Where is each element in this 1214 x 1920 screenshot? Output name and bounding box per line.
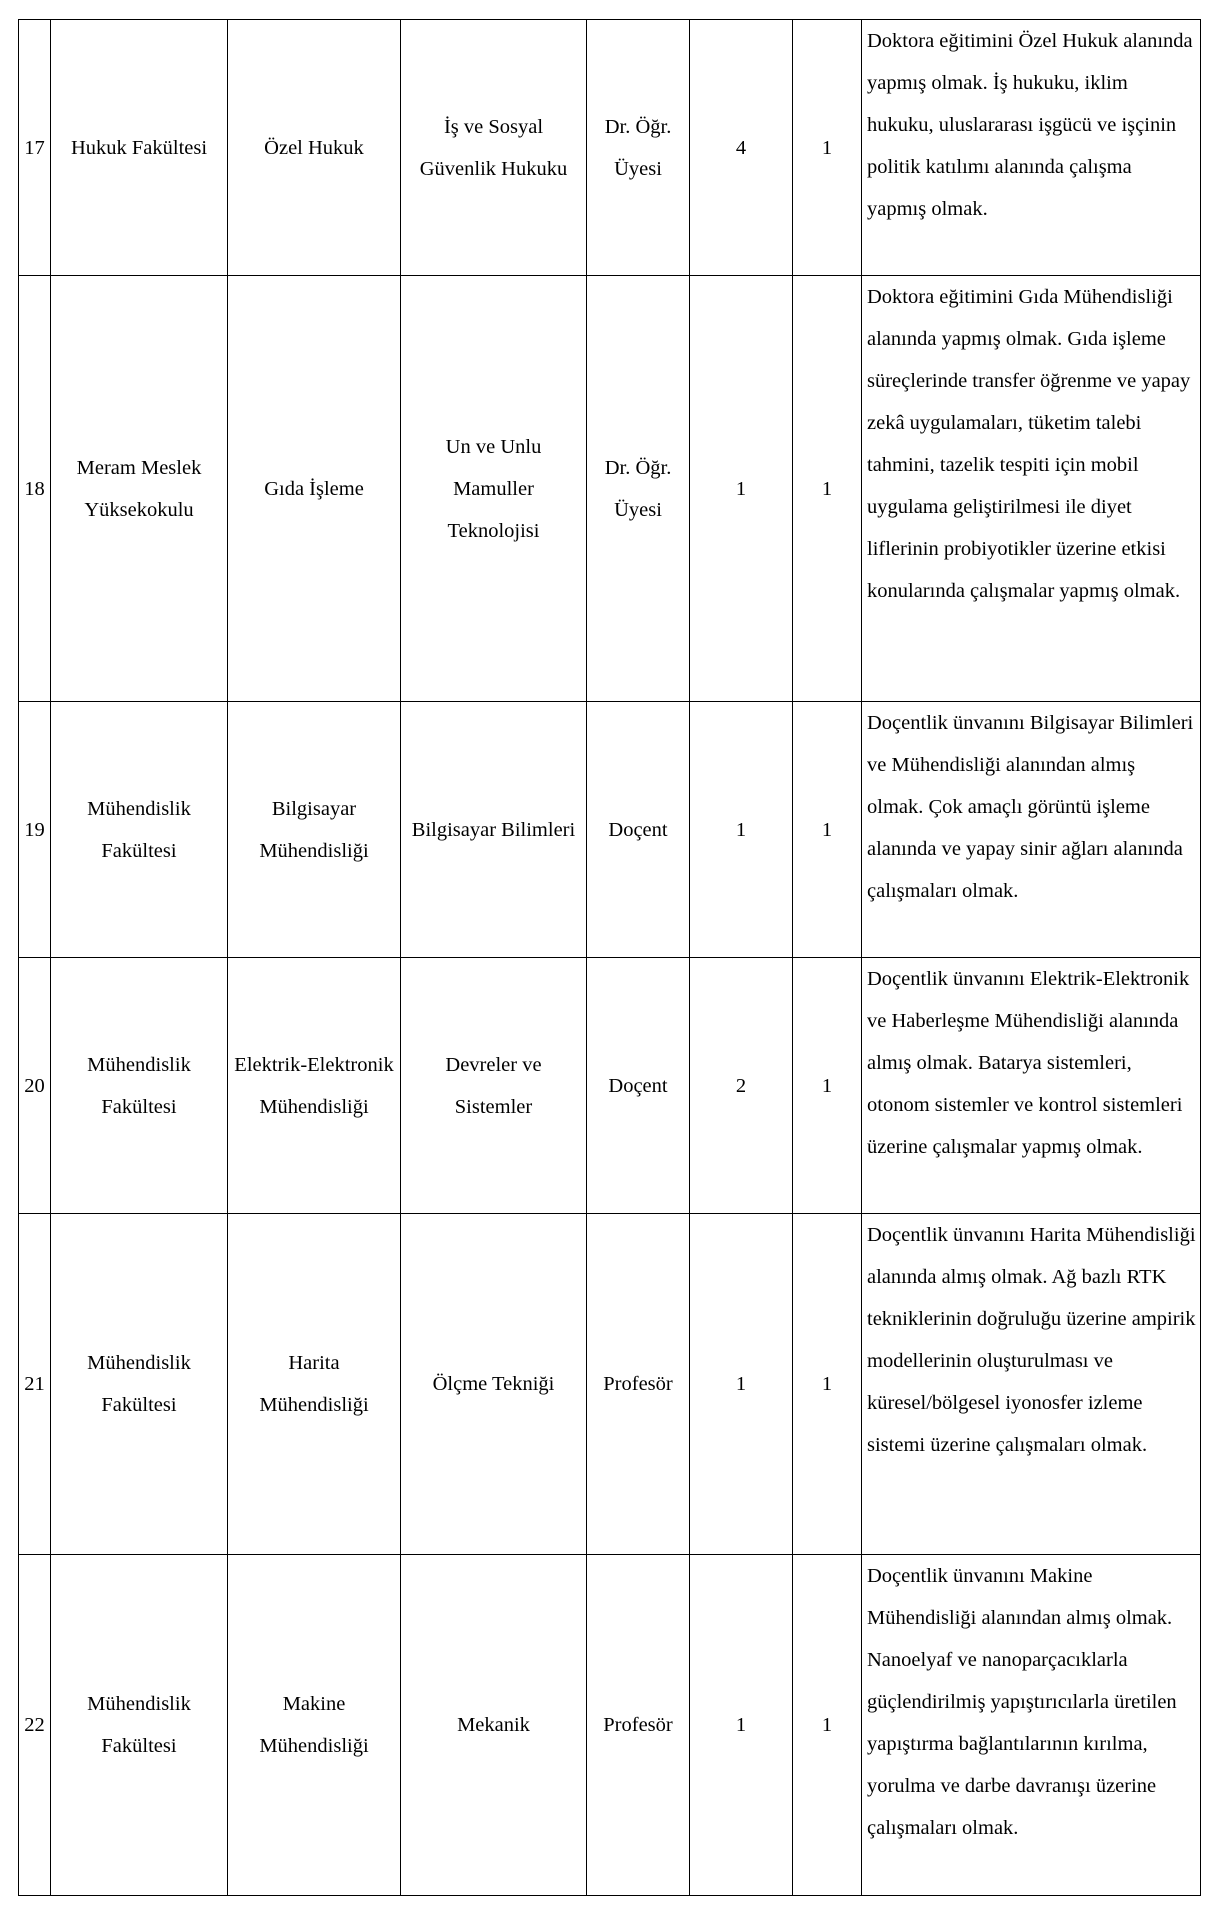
degree-cell: 1 bbox=[690, 702, 793, 958]
department-cell: Bilgisayar Mühendisliği bbox=[228, 702, 401, 958]
count-cell: 1 bbox=[793, 1214, 862, 1555]
department-cell: Makine Mühendisliği bbox=[228, 1555, 401, 1896]
table-row bbox=[19, 1214, 1201, 1555]
title-cell: Doçent bbox=[587, 702, 690, 958]
field-cell: Bilgisayar Bilimleri bbox=[401, 702, 587, 958]
faculty-cell: Mühendislik Fakültesi bbox=[51, 702, 228, 958]
field-cell: Devreler ve Sistemler bbox=[401, 958, 587, 1214]
title-cell: Dr. Öğr. Üyesi bbox=[587, 276, 690, 702]
description-cell: Doçentlik ünvanını Bilgisayar Bilimleri ve Mühendisliği alanından almış olmak. Çok amaçlı görüntü işleme alanında ve yapay sinir ağları alanında çalışmaları olmak. bbox=[862, 702, 1201, 958]
degree-cell: 4 bbox=[690, 20, 793, 276]
count-cell: 1 bbox=[793, 958, 862, 1214]
faculty-cell: Meram Meslek Yüksekokulu bbox=[51, 276, 228, 702]
title-cell: Profesör bbox=[587, 1214, 690, 1555]
department-cell: Elektrik-Elektronik Mühendisliği bbox=[228, 958, 401, 1214]
title-cell: Profesör bbox=[587, 1555, 690, 1896]
table-row bbox=[19, 1555, 1201, 1896]
document-page bbox=[18, 19, 1200, 1896]
description-cell: Doçentlik ünvanını Makine Mühendisliği alanından almış olmak. Nanoelyaf ve nanoparçacıklarla güçlendirilmiş yapıştırıcılarla üretilen yapıştırma bağlantılarının kırılma, yorulma ve darbe davranışı üzerine çalışmaları olmak. bbox=[862, 1555, 1201, 1896]
department-cell: Gıda İşleme bbox=[228, 276, 401, 702]
field-cell: İş ve Sosyal Güvenlik Hukuku bbox=[401, 20, 587, 276]
table-row bbox=[19, 20, 1201, 276]
field-cell: Un ve Unlu Mamuller Teknolojisi bbox=[401, 276, 587, 702]
description-cell: Doktora eğitimini Özel Hukuk alanında yapmış olmak. İş hukuku, iklim hukuku, uluslararası işgücü ve işçinin politik katılımı alanında çalışma yapmış olmak. bbox=[862, 20, 1201, 276]
row-number: 22 bbox=[19, 1555, 51, 1896]
row-number: 20 bbox=[19, 958, 51, 1214]
table-row bbox=[19, 276, 1201, 702]
row-number: 18 bbox=[19, 276, 51, 702]
title-cell: Doçent bbox=[587, 958, 690, 1214]
description-cell: Doktora eğitimini Gıda Mühendisliği alanında yapmış olmak. Gıda işleme süreçlerinde transfer öğrenme ve yapay zekâ uygulamaları, tüketim talebi tahmini, tazelik tespiti için mobil uygulama geliştirilmesi ile diyet liflerinin probiyotikler üzerine etkisi konularında çalışmalar yapmış olmak. bbox=[862, 276, 1201, 702]
row-number: 17 bbox=[19, 20, 51, 276]
faculty-cell: Hukuk Fakültesi bbox=[51, 20, 228, 276]
count-cell: 1 bbox=[793, 702, 862, 958]
description-cell: Doçentlik ünvanını Elektrik-Elektronik ve Haberleşme Mühendisliği alanında almış olmak. Batarya sistemleri, otonom sistemler ve kontrol sistemleri üzerine çalışmalar yapmış olmak. bbox=[862, 958, 1201, 1214]
department-cell: Harita Mühendisliği bbox=[228, 1214, 401, 1555]
table-row bbox=[19, 958, 1201, 1214]
faculty-cell: Mühendislik Fakültesi bbox=[51, 1555, 228, 1896]
row-number: 19 bbox=[19, 702, 51, 958]
count-cell: 1 bbox=[793, 276, 862, 702]
row-number: 21 bbox=[19, 1214, 51, 1555]
count-cell: 1 bbox=[793, 20, 862, 276]
degree-cell: 1 bbox=[690, 1555, 793, 1896]
description-cell: Doçentlik ünvanını Harita Mühendisliği alanında almış olmak. Ağ bazlı RTK tekniklerinin doğruluğu üzerine ampirik modellerinin oluşturulması ve küresel/bölgesel iyonosfer izleme sistemi üzerine çalışmaları olmak. bbox=[862, 1214, 1201, 1555]
degree-cell: 1 bbox=[690, 276, 793, 702]
positions-table bbox=[18, 19, 1201, 1896]
field-cell: Mekanik bbox=[401, 1555, 587, 1896]
degree-cell: 2 bbox=[690, 958, 793, 1214]
faculty-cell: Mühendislik Fakültesi bbox=[51, 958, 228, 1214]
faculty-cell: Mühendislik Fakültesi bbox=[51, 1214, 228, 1555]
title-cell: Dr. Öğr. Üyesi bbox=[587, 20, 690, 276]
degree-cell: 1 bbox=[690, 1214, 793, 1555]
count-cell: 1 bbox=[793, 1555, 862, 1896]
table-row bbox=[19, 702, 1201, 958]
field-cell: Ölçme Tekniği bbox=[401, 1214, 587, 1555]
department-cell: Özel Hukuk bbox=[228, 20, 401, 276]
